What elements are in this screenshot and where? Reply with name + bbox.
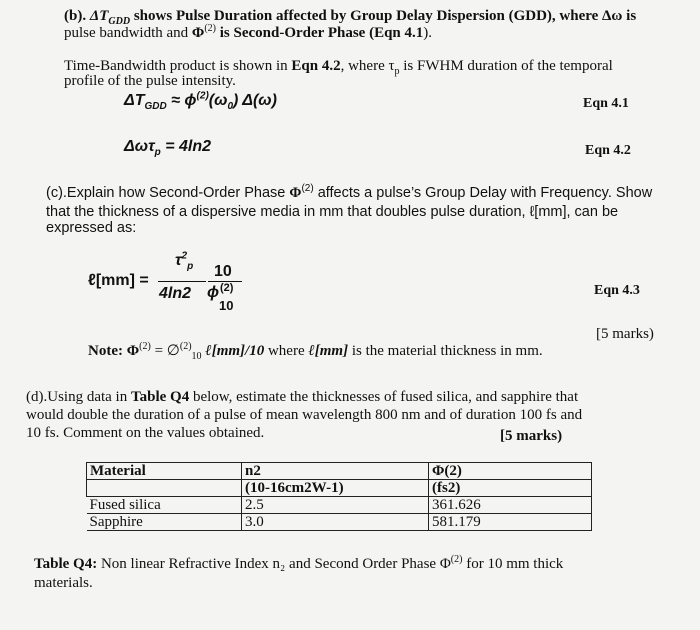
eq3-numerator-1 [175, 250, 194, 273]
table-caption-line-1 [34, 556, 563, 573]
table-ref: Table Q4 [130, 389, 190, 405]
part-c-marks: [5 marks) [596, 326, 654, 342]
fraction-bar-1 [158, 281, 206, 282]
eq3-denominator-2 [207, 284, 219, 302]
table-row [87, 514, 592, 531]
phi-symbol-c: Φ [289, 185, 302, 201]
eq1-end: ) Δ(ω) [233, 92, 277, 109]
eq3-lhs: ℓ[mm] = [88, 272, 149, 289]
cell-n2: 3.0 [242, 514, 429, 531]
eq1-sub0: 0 [227, 101, 234, 113]
eq1-sub: GDD [144, 101, 167, 113]
part-b-line-3-end: is FWHM duration of the temporal [399, 58, 613, 74]
part-c-line-1-text: (c).Explain how Second-Order Phase [46, 185, 290, 201]
header-n2-text: n2 [245, 463, 261, 479]
eq2-text: Δωτ [124, 138, 155, 155]
cell-n2: 2.5 [242, 497, 429, 514]
note-label: Note: [88, 343, 127, 359]
eqn-ref-4-2: Eqn 4.2 [291, 58, 341, 74]
part-d-line-2: would double the duration of a pulse of mean wavelength 800 nm and of duration 100 fs and [26, 407, 583, 423]
note-eq-sup: (2) [179, 341, 192, 352]
delta-t-symbol: ΔT [89, 8, 109, 24]
phi-superscript: (2) [204, 23, 217, 34]
eq1-lhs: ΔT [124, 92, 145, 109]
eq1-rest: (ω [208, 92, 228, 109]
part-b-line-2-pre: pulse bandwidth and [64, 25, 192, 41]
header-material: Material [87, 463, 242, 480]
eq2-sub: p [154, 147, 161, 159]
part-b-line-2-end: ). [423, 25, 433, 41]
eq3-phi: ϕ [207, 284, 220, 301]
note-line [88, 343, 543, 360]
note-eq-sub: 10 [191, 351, 202, 362]
eq1-rhs: ≈ ϕ [166, 92, 197, 109]
eq2-rest: = 4ln2 [160, 138, 211, 155]
cell-material: Sapphire [87, 514, 242, 531]
part-c-line-2: that the thickness of a dispersive media in mm that doubles pulse duration, ℓ[mm], can be [46, 204, 619, 220]
part-c-line-1 [46, 185, 652, 202]
part-b-prefix: (b). [64, 8, 90, 24]
units-material [87, 480, 242, 497]
note-eq: = ∅ [150, 343, 180, 359]
eq1-sup: (2) [196, 90, 209, 102]
part-d-line-1 [26, 389, 578, 406]
eqn-4-3-label: Eqn 4.3 [594, 283, 640, 298]
table-header-row [87, 463, 592, 480]
tau-subscript: p [394, 66, 400, 77]
phi-symbol: Φ [191, 25, 205, 41]
part-c-line-3: expressed as: [46, 220, 137, 236]
header-n2 [242, 463, 429, 480]
header-phi-text: Φ(2) [432, 463, 462, 479]
cell-material: Fused silica [87, 497, 242, 514]
caption-rest: Non linear Refractive Index n₂ and Second Order Phase Φ [97, 556, 451, 572]
caption-sup: (2) [450, 554, 463, 565]
note-phi: Φ [126, 343, 140, 359]
units-n2: (10-16cm2W-1) [242, 480, 429, 497]
note-ell: ℓ[mm]/10 [201, 343, 265, 359]
caption-bold: Table Q4: [34, 556, 98, 572]
header-phi [429, 463, 592, 480]
part-b-line-2 [64, 25, 432, 42]
eq3-tau: τ [175, 252, 182, 269]
cell-phi: 361.626 [429, 497, 592, 514]
eqn-4-1-label: Eqn 4.1 [583, 96, 629, 111]
cell-phi: 581.179 [429, 514, 592, 531]
eqn-4-2-label: Eqn 4.2 [585, 143, 631, 158]
gdd-subscript: GDD [108, 16, 131, 27]
part-b-line-2-post: is Second-Order Phase ( [216, 25, 375, 41]
table-units-row [87, 480, 592, 497]
part-d-line-1-rest: below, estimate the thicknesses of fused silica, and sapphire that [189, 389, 579, 405]
note-end: is the material thickness in mm. [348, 343, 543, 359]
units-phi: (fs2) [429, 480, 592, 497]
part-c-line-1-rest: affects a pulse’s Group Delay with Frequency. Show [313, 185, 653, 201]
eq3-denominator-1: 4ln2 [159, 285, 192, 302]
part-d-line-1-text: (d).Using data in [26, 389, 131, 405]
note-rest: where [264, 343, 309, 359]
note-ell-2: ℓ[mm] [308, 343, 349, 359]
eq3-phi-sup: (2) [220, 282, 234, 294]
table-q4 [86, 462, 592, 531]
eq3-tau-sup: 2 [181, 250, 188, 262]
eq3-tau-sub: p [187, 261, 194, 273]
eq3-phi-sub: 10 [219, 298, 234, 313]
note-phi-sup: (2) [139, 341, 151, 352]
part-b-line-3-text: Time-Bandwidth product is shown in [64, 58, 292, 74]
table-caption-line-2: materials. [34, 575, 93, 591]
table-row [87, 497, 592, 514]
eqn-ref-4-1: Eqn 4.1 [374, 25, 424, 41]
part-b-line-1-text: shows Pulse Duration affected by Group Delay Dispersion (GDD), where Δω is [130, 8, 637, 24]
eq3-numerator-2: 10 [214, 263, 232, 280]
caption-end: for 10 mm thick [462, 556, 564, 572]
part-b-line-1 [64, 8, 636, 25]
part-b-line-3-rest: , where τ [340, 58, 395, 74]
phi-sup-c: (2) [301, 183, 314, 195]
equation-4-1 [124, 90, 277, 113]
equation-4-2 [124, 138, 211, 159]
part-d-marks: [5 marks) [500, 428, 563, 444]
part-b-line-4: profile of the pulse intensity. [64, 73, 236, 89]
part-d-line-3: 10 fs. Comment on the values obtained. [26, 425, 265, 441]
